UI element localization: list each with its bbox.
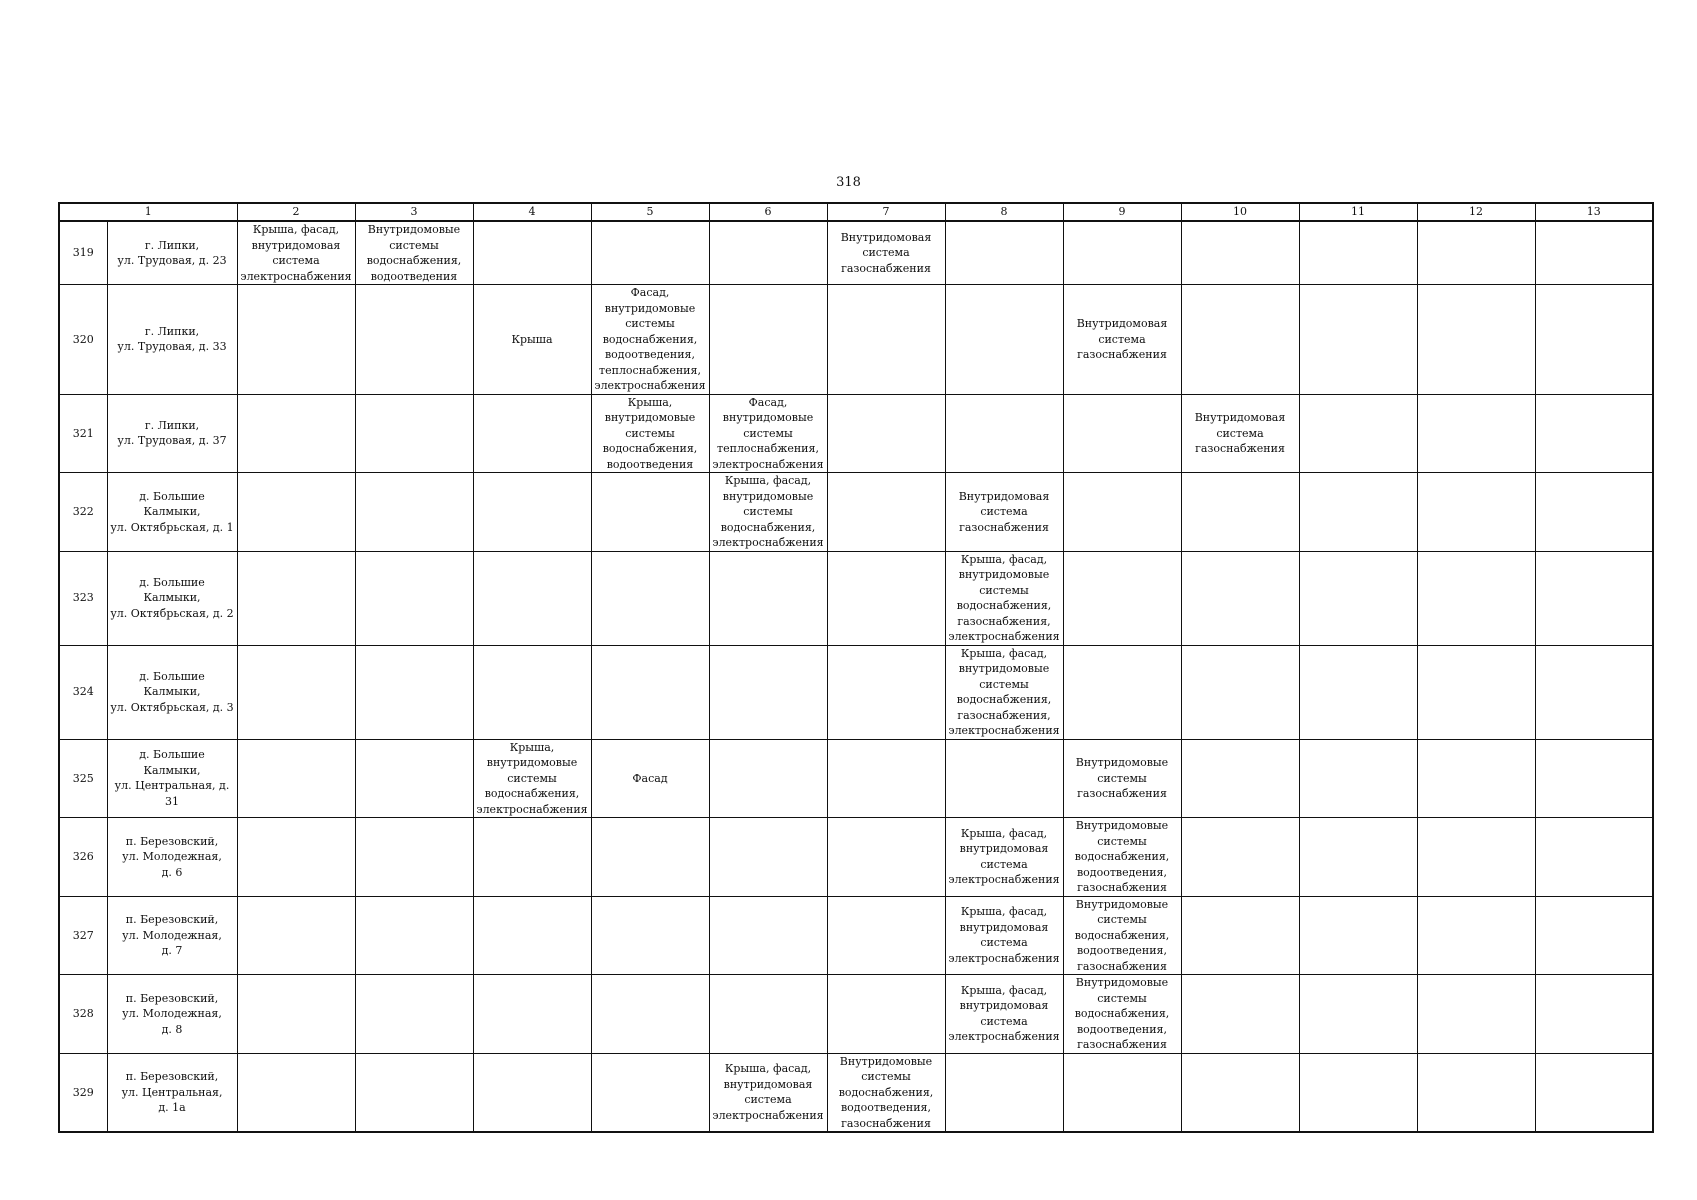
column-header: 2 — [237, 203, 355, 221]
row-number: 319 — [59, 221, 107, 285]
column-header: 4 — [473, 203, 591, 221]
column-header: 3 — [355, 203, 473, 221]
row-number: 321 — [59, 394, 107, 473]
work-cell — [1299, 645, 1417, 739]
work-cell — [827, 551, 945, 645]
work-cell — [473, 394, 591, 473]
column-header: 11 — [1299, 203, 1417, 221]
work-cell — [1535, 221, 1653, 285]
work-cell — [709, 896, 827, 975]
work-cell — [1063, 221, 1181, 285]
work-cell: Внутридомовая система газоснабжения — [945, 473, 1063, 552]
row-number: 326 — [59, 818, 107, 897]
work-cell — [1535, 645, 1653, 739]
table-row — [59, 818, 1653, 897]
work-cell — [1535, 975, 1653, 1054]
work-cell — [473, 818, 591, 897]
work-cell: Крыша, фасад, внутридомовая система электроснабжения — [237, 221, 355, 285]
work-cell: Крыша, фасад, внутридомовая система электроснабжения — [945, 896, 1063, 975]
column-number-row — [59, 203, 1653, 221]
column-header: 6 — [709, 203, 827, 221]
work-cell — [1535, 818, 1653, 897]
work-cell — [1535, 394, 1653, 473]
work-cell — [355, 1053, 473, 1132]
work-cell — [945, 285, 1063, 395]
work-cell — [1299, 818, 1417, 897]
work-cell — [355, 975, 473, 1054]
work-cell: Фасад — [591, 739, 709, 818]
work-cell — [709, 221, 827, 285]
table-row — [59, 221, 1653, 285]
work-cell — [945, 1053, 1063, 1132]
work-cell — [237, 739, 355, 818]
work-cell — [1417, 394, 1535, 473]
work-cell — [1535, 285, 1653, 395]
column-header: 1 — [59, 203, 237, 221]
work-cell — [1299, 221, 1417, 285]
column-header: 10 — [1181, 203, 1299, 221]
repair-schedule-table — [58, 202, 1654, 1133]
work-cell — [591, 1053, 709, 1132]
work-cell — [709, 818, 827, 897]
work-cell — [1181, 739, 1299, 818]
address-cell: г. Липки, ул. Трудовая, д. 37 — [107, 394, 237, 473]
work-cell — [473, 975, 591, 1054]
address-cell: п. Березовский, ул. Центральная, д. 1а — [107, 1053, 237, 1132]
address-cell: п. Березовский, ул. Молодежная, д. 8 — [107, 975, 237, 1054]
work-cell — [1299, 285, 1417, 395]
work-cell — [709, 551, 827, 645]
row-number: 324 — [59, 645, 107, 739]
work-cell — [237, 896, 355, 975]
address-cell: д. Большие Калмыки, ул. Центральная, д. 31 — [107, 739, 237, 818]
work-cell — [473, 1053, 591, 1132]
table-row — [59, 551, 1653, 645]
work-cell — [591, 818, 709, 897]
work-cell — [827, 473, 945, 552]
work-cell — [237, 551, 355, 645]
row-number: 325 — [59, 739, 107, 818]
work-cell — [1063, 551, 1181, 645]
address-cell: г. Липки, ул. Трудовая, д. 23 — [107, 221, 237, 285]
work-cell — [355, 285, 473, 395]
work-cell — [355, 473, 473, 552]
row-number: 323 — [59, 551, 107, 645]
work-cell — [827, 739, 945, 818]
row-number: 329 — [59, 1053, 107, 1132]
work-cell — [1181, 818, 1299, 897]
work-cell — [827, 975, 945, 1054]
work-cell — [1535, 1053, 1653, 1132]
work-cell — [1535, 473, 1653, 552]
work-cell — [1417, 551, 1535, 645]
column-header: 9 — [1063, 203, 1181, 221]
row-number: 327 — [59, 896, 107, 975]
table-row — [59, 473, 1653, 552]
work-cell: Внутридомовые системы водоснабжения, водоотведения — [355, 221, 473, 285]
work-cell — [1181, 975, 1299, 1054]
work-cell — [1417, 221, 1535, 285]
work-cell: Внутридомовая система газоснабжения — [1181, 394, 1299, 473]
work-cell: Внутридомовые системы газоснабжения — [1063, 739, 1181, 818]
work-cell — [1299, 1053, 1417, 1132]
work-cell — [945, 221, 1063, 285]
work-cell — [1417, 739, 1535, 818]
work-cell — [473, 896, 591, 975]
work-cell: Крыша, фасад, внутридомовые системы водоснабжения, газоснабжения, электроснабжения — [945, 645, 1063, 739]
work-cell — [827, 285, 945, 395]
work-cell — [1063, 394, 1181, 473]
work-cell — [355, 394, 473, 473]
work-cell — [591, 473, 709, 552]
work-cell — [591, 221, 709, 285]
work-cell — [1417, 473, 1535, 552]
column-header: 12 — [1417, 203, 1535, 221]
work-cell — [1299, 394, 1417, 473]
work-cell: Крыша, фасад, внутридомовая система электроснабжения — [945, 818, 1063, 897]
page-number: 318 — [836, 175, 861, 190]
table-row — [59, 394, 1653, 473]
work-cell: Крыша, фасад, внутридомовые системы водоснабжения, электроснабжения — [709, 473, 827, 552]
work-cell — [1063, 645, 1181, 739]
work-cell — [1299, 975, 1417, 1054]
work-cell — [237, 285, 355, 395]
work-cell — [1535, 739, 1653, 818]
work-cell: Крыша, фасад, внутридомовая система электроснабжения — [709, 1053, 827, 1132]
work-cell — [355, 739, 473, 818]
work-cell: Фасад, внутридомовые системы водоснабжения, водоотведения, теплоснабжения, электроснабжения — [591, 285, 709, 395]
work-cell — [1417, 818, 1535, 897]
table-row — [59, 896, 1653, 975]
row-number: 322 — [59, 473, 107, 552]
table-header — [59, 203, 1653, 221]
address-cell: г. Липки, ул. Трудовая, д. 33 — [107, 285, 237, 395]
work-cell — [1417, 285, 1535, 395]
work-cell: Внутридомовые системы водоснабжения, водоотведения, газоснабжения — [1063, 975, 1181, 1054]
work-cell — [355, 896, 473, 975]
work-cell — [591, 975, 709, 1054]
work-cell — [945, 739, 1063, 818]
work-cell — [1181, 896, 1299, 975]
work-cell — [945, 394, 1063, 473]
row-number: 328 — [59, 975, 107, 1054]
work-cell — [591, 896, 709, 975]
work-cell — [473, 473, 591, 552]
work-cell — [827, 896, 945, 975]
work-cell — [709, 975, 827, 1054]
work-cell — [473, 645, 591, 739]
address-cell: д. Большие Калмыки, ул. Октябрьская, д. 2 — [107, 551, 237, 645]
work-cell — [237, 1053, 355, 1132]
work-cell — [1181, 645, 1299, 739]
work-cell — [1299, 473, 1417, 552]
row-number: 320 — [59, 285, 107, 395]
work-cell: Фасад, внутридомовые системы теплоснабжения, электроснабжения — [709, 394, 827, 473]
work-cell — [355, 551, 473, 645]
work-cell — [1181, 221, 1299, 285]
column-header: 13 — [1535, 203, 1653, 221]
work-cell — [1181, 1053, 1299, 1132]
work-cell: Крыша — [473, 285, 591, 395]
table-row — [59, 739, 1653, 818]
address-cell: п. Березовский, ул. Молодежная, д. 7 — [107, 896, 237, 975]
table-body — [59, 221, 1653, 1132]
work-cell — [237, 818, 355, 897]
address-cell: д. Большие Калмыки, ул. Октябрьская, д. 3 — [107, 645, 237, 739]
table-row — [59, 285, 1653, 395]
column-header: 7 — [827, 203, 945, 221]
work-cell — [355, 818, 473, 897]
column-header: 8 — [945, 203, 1063, 221]
table-row — [59, 1053, 1653, 1132]
work-cell: Внутридомовые системы водоснабжения, водоотведения, газоснабжения — [1063, 896, 1181, 975]
work-cell: Крыша, фасад, внутридомовые системы водоснабжения, газоснабжения, электроснабжения — [945, 551, 1063, 645]
work-cell — [1181, 285, 1299, 395]
work-cell — [1417, 645, 1535, 739]
work-cell — [1535, 551, 1653, 645]
work-cell — [827, 394, 945, 473]
work-cell — [709, 285, 827, 395]
work-cell — [1417, 975, 1535, 1054]
work-cell: Внутридомовая система газоснабжения — [1063, 285, 1181, 395]
work-cell — [237, 645, 355, 739]
work-cell — [1181, 551, 1299, 645]
table-row — [59, 975, 1653, 1054]
work-cell — [709, 739, 827, 818]
work-cell — [1417, 896, 1535, 975]
work-cell: Крыша, внутридомовые системы водоснабжения, водоотведения — [591, 394, 709, 473]
work-cell — [473, 221, 591, 285]
work-cell — [1299, 551, 1417, 645]
work-cell: Крыша, внутридомовые системы водоснабжения, электроснабжения — [473, 739, 591, 818]
column-header: 5 — [591, 203, 709, 221]
work-cell: Внутридомовая система газоснабжения — [827, 221, 945, 285]
work-cell — [827, 818, 945, 897]
work-cell — [237, 473, 355, 552]
work-cell: Внутридомовые системы водоснабжения, водоотведения, газоснабжения — [1063, 818, 1181, 897]
work-cell — [1063, 473, 1181, 552]
work-cell — [827, 645, 945, 739]
work-cell — [1299, 739, 1417, 818]
work-cell — [237, 975, 355, 1054]
table-row — [59, 645, 1653, 739]
work-cell — [1417, 1053, 1535, 1132]
work-cell: Крыша, фасад, внутридомовая система электроснабжения — [945, 975, 1063, 1054]
work-cell — [355, 645, 473, 739]
work-cell — [473, 551, 591, 645]
address-cell: д. Большие Калмыки, ул. Октябрьская, д. 1 — [107, 473, 237, 552]
work-cell — [237, 394, 355, 473]
work-cell — [591, 645, 709, 739]
work-cell: Внутридомовые системы водоснабжения, водоотведения, газоснабжения — [827, 1053, 945, 1132]
work-cell — [1181, 473, 1299, 552]
work-cell — [1535, 896, 1653, 975]
address-cell: п. Березовский, ул. Молодежная, д. 6 — [107, 818, 237, 897]
work-cell — [709, 645, 827, 739]
work-cell — [1063, 1053, 1181, 1132]
work-cell — [1299, 896, 1417, 975]
work-cell — [591, 551, 709, 645]
